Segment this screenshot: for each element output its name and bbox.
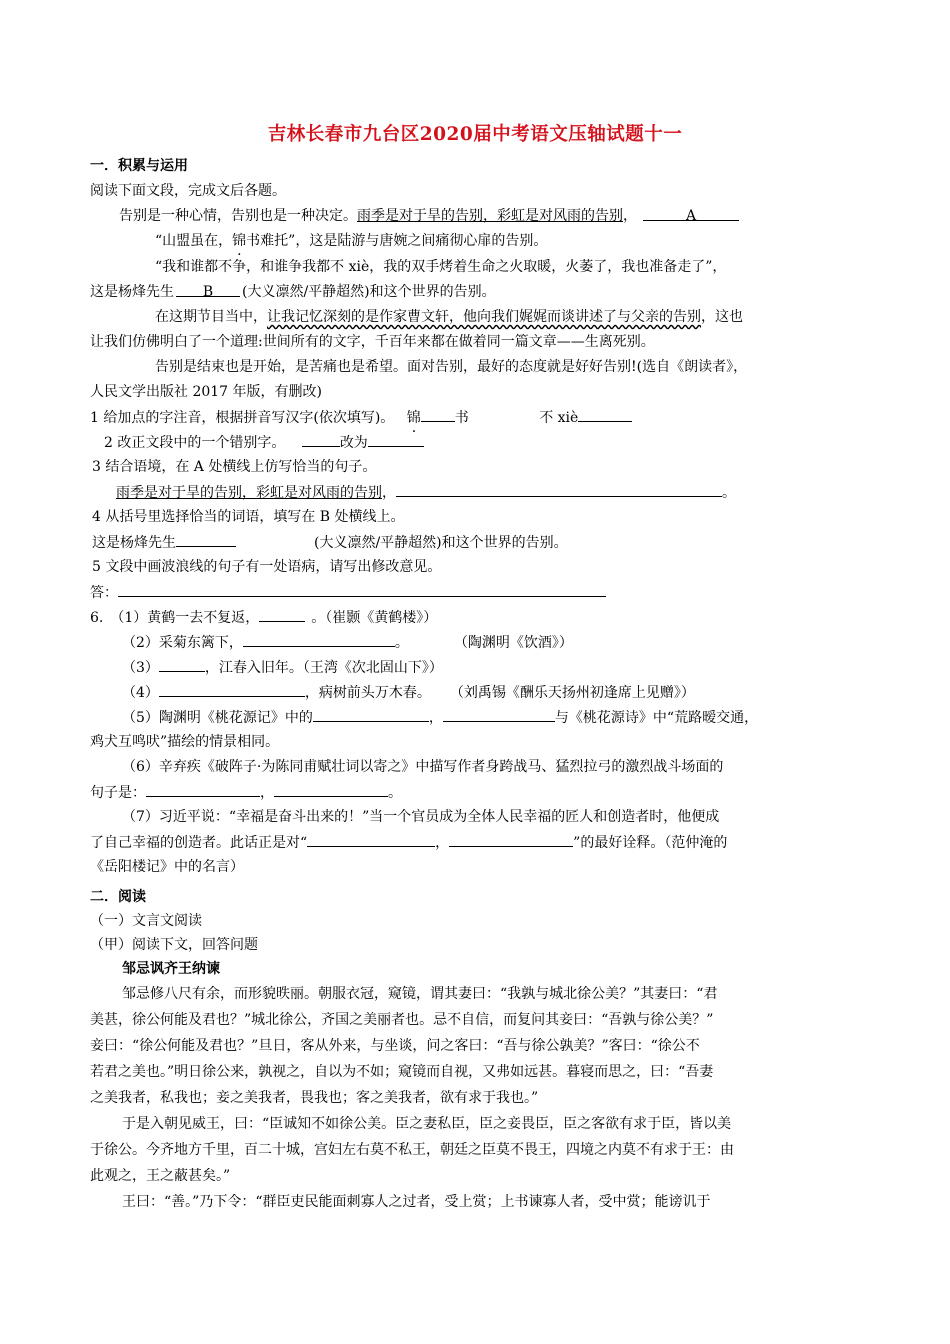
question-text: ， xyxy=(435,835,450,851)
passage-text: (大义凛然/平静超然)和这个世界的告别。 xyxy=(242,284,496,300)
question-6-6: （6）辛弃疾《破阵子·为陈同甫赋壮词以寄之》中描写作者身跨战马、猛烈拉弓的激烈战斗场面的 xyxy=(122,759,724,775)
question-text: ， xyxy=(382,485,396,501)
answer-blank[interactable] xyxy=(368,432,424,447)
passage-underlined: 雨季是对于旱的告别，彩虹是对风雨的告别 xyxy=(357,208,623,224)
passage-text: 在这期节目当中， xyxy=(155,309,267,325)
answer-blank[interactable] xyxy=(159,657,205,672)
question-text: ，江春入旧年。（王湾《次北固山下》） xyxy=(204,660,443,676)
question-6-6-cont xyxy=(90,782,402,803)
intro-text: 阅读下面文段，完成文后各题。 xyxy=(90,183,286,199)
classical-text-line: 美甚，徐公何能及君也？”城北徐公，齐国之美丽者也。忌不自信，而复问其妾曰：“吾孰与徐公美？” xyxy=(90,1012,714,1028)
question-text: ，病树前头万木春。 xyxy=(304,685,431,701)
question-text: 。 xyxy=(388,785,402,801)
question-3-answer xyxy=(116,482,736,503)
question-5: 5 文段中画波浪线的句子有一处语病，请写出修改意见。 xyxy=(92,559,442,575)
question-6-5 xyxy=(122,707,758,728)
subsection-heading: （甲）阅读下文，回答问题 xyxy=(90,937,258,953)
answer-blank[interactable] xyxy=(449,832,573,847)
blank-b[interactable] xyxy=(176,282,240,300)
passage-line xyxy=(119,206,739,226)
question-text: （5）陶渊明《桃花源记》中的 xyxy=(122,710,313,726)
subsection-heading: （一）文言文阅读 xyxy=(90,913,202,929)
wavy-sentence: 让我记忆深刻的是作家曹文轩，他向我们娓娓而谈讲述了与父亲的告别 xyxy=(267,309,701,325)
question-6-7: （7）习近平说：“幸福是奋斗出来的！”当一个官员成为全体人民幸福的匠人和创造者时，他便成 xyxy=(122,809,720,825)
question-3: 3 结合语境，在 A 处横线上仿写恰当的句子。 xyxy=(92,459,377,475)
classical-text-line: 妾曰：“徐公何能及君也？”旦日，客从外来，与坐谈，问之客曰：“吾与徐公孰美？”客曰：“徐公不 xyxy=(90,1038,700,1054)
question-text: （刘禹锡《酬乐天扬州初逢席上见赠》） xyxy=(456,685,695,701)
question-6-7-cont xyxy=(90,832,727,853)
classical-text-title: 邹忌讽齐王纳谏 xyxy=(122,961,220,977)
dotted-char: 锦 xyxy=(406,410,421,426)
question-6-7-end: 《岳阳楼记》中的名言） xyxy=(90,859,244,875)
answer-blank[interactable] xyxy=(313,707,429,722)
question-text: ， xyxy=(260,785,274,801)
passage-line xyxy=(155,307,743,327)
question-text: （2）采菊东篱下， xyxy=(122,635,243,651)
passage-line xyxy=(155,231,547,251)
passage-text: 书难托”，这是陆游与唐婉之间痛彻心扉的告别。 xyxy=(246,233,548,249)
answer-blank[interactable] xyxy=(421,407,455,422)
question-4-answer xyxy=(92,532,568,553)
question-text: (大义凛然/平静超然)和这个世界的告别。 xyxy=(314,535,568,551)
classical-text-line: 于是入朝见威王，曰：“臣诚知不如徐公美。臣之妻私臣，臣之妾畏臣，臣之客欲有求于臣，皆以美 xyxy=(122,1116,732,1132)
answer-blank[interactable] xyxy=(307,832,435,847)
classical-text-line: 王曰：“善。”乃下令：“群臣吏民能面刺寡人之过者，受上赏；上书谏寡人者，受中赏；能谤讥于 xyxy=(122,1194,711,1210)
question-text: 不 xiè xyxy=(539,410,579,426)
question-text: （4） xyxy=(122,685,159,701)
blank-a-label: A xyxy=(685,208,697,224)
answer-blank[interactable] xyxy=(443,707,555,722)
underlined-sentence: 雨季是对于旱的告别，彩虹是对风雨的告别 xyxy=(116,485,382,501)
classical-text-line: 邹忌修八尺有余，而形貌昳丽。朝服衣冠，窥镜，谓其妻曰：“我孰与城北徐公美？”其妻曰：“君 xyxy=(122,986,718,1002)
dotted-char: 锦 xyxy=(232,233,247,249)
question-6-1 xyxy=(90,607,437,628)
blank-a[interactable] xyxy=(643,206,739,224)
question-text: 改为 xyxy=(339,435,368,451)
classical-text-line: 此观之，王之蔽甚矣。” xyxy=(90,1168,231,1184)
section-heading: 一．积累与运用 xyxy=(90,158,188,174)
classical-text-line: 于徐公。今齐地方千里，百二十城，宫妇左右莫不私王，朝廷之臣莫不畏王，四境之内莫不有求于王：由 xyxy=(90,1142,734,1158)
section-heading: 二．阅读 xyxy=(90,889,146,905)
question-5-answer xyxy=(90,582,606,603)
passage-line: 告别是结束也是开始，是苦痛也是希望。面对告别，最好的态度就是好好告别!(选自《朗读者》， xyxy=(155,359,748,375)
classical-text-line: 若君之美也。”明日徐公来，孰视之，自以为不如；窥镜而自视，又弗如远甚。暮寝而思之，曰：“吾妻 xyxy=(90,1064,714,1080)
question-text: 。 xyxy=(722,485,736,501)
answer-blank[interactable] xyxy=(396,482,722,497)
page-title: 吉林长春市九台区2020届中考语文压轴试题十一 xyxy=(267,124,683,145)
answer-blank[interactable] xyxy=(243,632,395,647)
question-6-4 xyxy=(122,682,695,703)
question-text: ， xyxy=(428,710,443,726)
question-text: 书 xyxy=(454,410,469,426)
answer-blank[interactable] xyxy=(146,782,260,797)
passage-line: 人民文学出版社 2017 年版，有删改) xyxy=(90,384,322,400)
question-text: 与《桃花源诗》中“荒路暧交通， xyxy=(554,710,759,726)
passage-line xyxy=(90,282,496,302)
question-text: 6. （1）黄鹤一去不复返， xyxy=(90,610,260,626)
passage-line: 让我们仿佛明白了一个道理:世间所有的文字，千百年来都在做着同一篇文章——生离死别。 xyxy=(90,334,655,350)
question-2 xyxy=(104,432,424,453)
passage-line: “我和谁都不争，和谁争我都不 xiè，我的双手烤着生命之火取暖，火萎了，我也准备走了”， xyxy=(155,259,727,275)
question-text: 了自己幸福的创造者。此话正是对“ xyxy=(90,835,308,851)
question-6-3 xyxy=(122,657,443,678)
answer-blank[interactable] xyxy=(259,607,305,622)
passage-text: ， xyxy=(623,208,637,224)
question-text: （陶渊明《饮酒》） xyxy=(460,635,573,651)
question-4: 4 从括号里选择恰当的词语，填写在 B 处横线上。 xyxy=(92,509,405,525)
question-text: 这是杨烽先生 xyxy=(92,535,176,551)
answer-blank[interactable] xyxy=(176,532,236,547)
passage-text: “山盟虽在， xyxy=(155,233,233,249)
passage-text: 告别是一种心情，告别也是一种决定。 xyxy=(119,208,357,224)
classical-text-line: 之美我者，私我也；妾之美我者，畏我也；客之美我者，欲有求于我也。” xyxy=(90,1090,539,1106)
answer-blank[interactable] xyxy=(274,782,388,797)
question-text: 句子是： xyxy=(90,785,146,801)
question-text: 。（崔颢《黄鹤楼》） xyxy=(311,610,438,626)
answer-blank[interactable] xyxy=(118,582,606,597)
answer-blank[interactable] xyxy=(159,682,305,697)
blank-b-label: B xyxy=(202,284,214,300)
question-text: 1 给加点的字注音，根据拼音写汉字(依次填写)。 xyxy=(90,410,395,426)
question-text: 答： xyxy=(90,585,118,601)
question-text: ”的最好诠释。（范仲淹的 xyxy=(573,835,728,851)
question-text: （3） xyxy=(122,660,159,676)
passage-text: 这是杨烽先生 xyxy=(90,284,174,300)
question-6-5-cont: 鸡犬互鸣吠”描绘的情景相同。 xyxy=(90,734,280,750)
answer-blank[interactable] xyxy=(578,407,632,422)
passage-text: ，这也 xyxy=(701,309,743,325)
answer-blank[interactable] xyxy=(302,432,340,447)
question-text: 。 xyxy=(394,635,409,651)
question-text: 2 改正文段中的一个错别字。 xyxy=(104,435,286,451)
question-1 xyxy=(90,407,632,428)
question-6-2 xyxy=(122,632,573,653)
